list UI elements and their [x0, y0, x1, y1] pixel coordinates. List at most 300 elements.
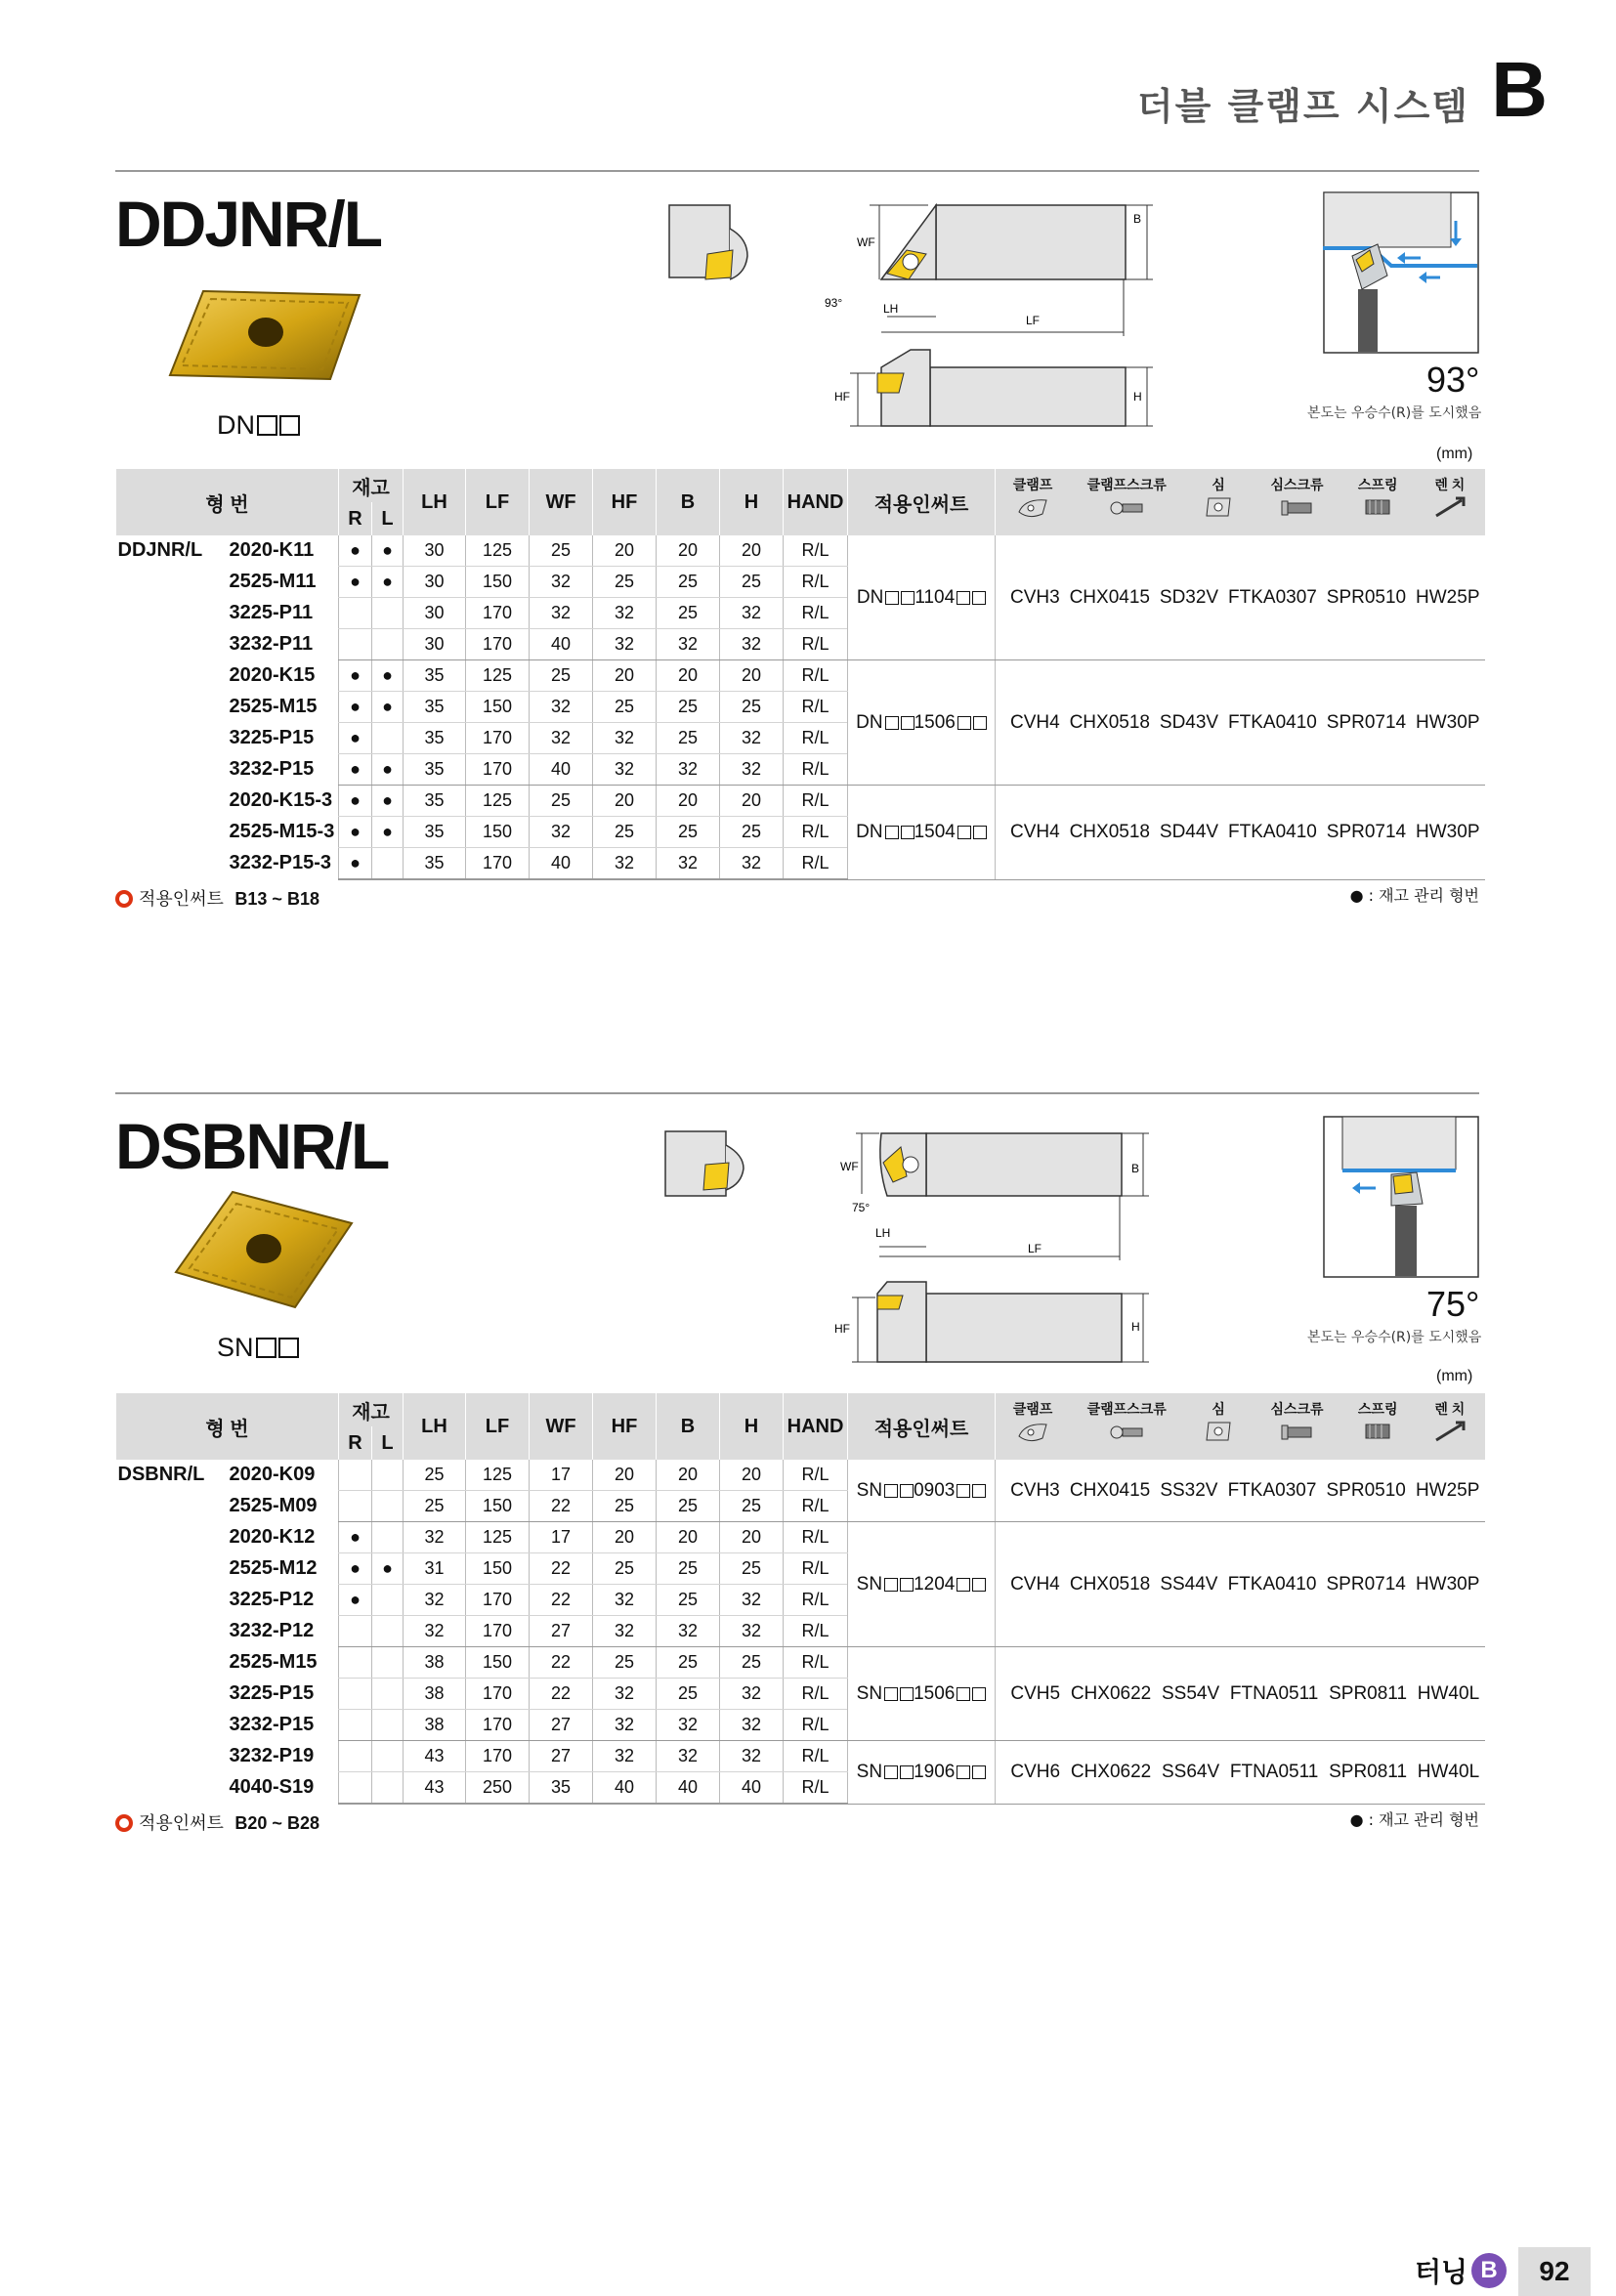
cell-h: 25 [720, 567, 784, 598]
cell-b: 32 [657, 848, 720, 880]
cell-lh: 43 [404, 1741, 466, 1772]
model-number: 2020-K15-3 [229, 788, 333, 811]
cell-h: 20 [720, 535, 784, 567]
angle-label: 93° [825, 296, 843, 310]
cell-hand: R/L [784, 1585, 848, 1616]
model-cell [116, 817, 339, 847]
cell-wf: 40 [530, 754, 593, 786]
cell-hf: 20 [593, 660, 657, 692]
stock-l-cell: ● [372, 1553, 404, 1585]
model-cell [116, 1522, 339, 1552]
stock-l-cell [372, 848, 404, 880]
cell-wf: 17 [530, 1460, 593, 1491]
cell-lf: 170 [466, 723, 530, 754]
stock-l-cell: ● [372, 660, 404, 692]
section-letter: B [1491, 46, 1548, 133]
stock-l-cell [372, 1772, 404, 1805]
cell-h: 32 [720, 1741, 784, 1772]
stock-r-cell [339, 1616, 372, 1647]
cell-wf: 22 [530, 1553, 593, 1585]
model-cell [116, 1710, 339, 1740]
model-cell [116, 1647, 339, 1678]
angle-label: 75° [852, 1201, 871, 1214]
part-header-label: 클램프 [1012, 1401, 1053, 1417]
stock-l-cell [372, 598, 404, 629]
cell-b: 40 [657, 1772, 720, 1805]
cell-b: 25 [657, 1679, 720, 1710]
cell-h: 32 [720, 723, 784, 754]
cell-h: 40 [720, 1772, 784, 1805]
cell-lf: 170 [466, 1585, 530, 1616]
stock-r-cell: ● [339, 535, 372, 567]
part-header-label: 심스크류 [1270, 1401, 1324, 1417]
parts-cell [996, 1741, 1485, 1805]
col-header-parts [996, 469, 1485, 535]
cell-h: 32 [720, 598, 784, 629]
cell-lh: 35 [404, 754, 466, 786]
model-number: 2525-M15 [229, 1650, 318, 1673]
part-number: FTNA0511 [1229, 1761, 1319, 1782]
clamp-icon [1013, 494, 1053, 526]
cell-hand: R/L [784, 1710, 848, 1741]
cell-lf: 170 [466, 754, 530, 786]
cell-lh: 38 [404, 1647, 466, 1679]
cell-lh: 30 [404, 535, 466, 567]
cell-hand: R/L [784, 1491, 848, 1522]
model-cell [116, 1679, 339, 1709]
col-header-h: H [720, 1393, 784, 1460]
cell-lh: 30 [404, 629, 466, 660]
insert-reference: 적용인써트 B20 ~ B28 [115, 1809, 319, 1835]
model-cell [116, 629, 339, 659]
cell-b: 20 [657, 1522, 720, 1553]
part-header [1432, 1393, 1467, 1450]
angle-note: 본도는 우승수(R)를 도시했음 [1307, 1330, 1482, 1345]
cell-hand: R/L [784, 786, 848, 817]
cell-hand: R/L [784, 817, 848, 848]
cell-lf: 150 [466, 1647, 530, 1679]
insert-cell: SN 0903 [848, 1460, 996, 1522]
parts-cell [996, 535, 1485, 660]
insert-image-rhombic [164, 281, 369, 389]
cell-b: 25 [657, 723, 720, 754]
cell-hand: R/L [784, 567, 848, 598]
cell-wf: 22 [530, 1679, 593, 1710]
stock-r-cell: ● [339, 1553, 372, 1585]
cell-lf: 150 [466, 567, 530, 598]
spring-icon [1358, 1419, 1398, 1450]
table-row [116, 786, 1485, 817]
cell-h: 32 [720, 1585, 784, 1616]
part-number: HW30P [1415, 1573, 1480, 1594]
part-header-label: 심스크류 [1270, 477, 1324, 492]
cell-lf: 125 [466, 1522, 530, 1553]
insert-cell: SN 1506 [848, 1647, 996, 1741]
model-cell [116, 1460, 339, 1490]
cell-h: 32 [720, 1616, 784, 1647]
insert-cell: SN 1204 [848, 1522, 996, 1647]
part-number: SPR0714 [1326, 1573, 1406, 1594]
dim-label-lh: LH [875, 1226, 891, 1240]
cell-lh: 30 [404, 567, 466, 598]
cell-hf: 25 [593, 567, 657, 598]
insert-code: DN [217, 410, 300, 441]
cell-hand: R/L [784, 535, 848, 567]
model-number: 2020-K12 [229, 1525, 316, 1548]
cell-h: 32 [720, 629, 784, 660]
part-number: CVH4 [1010, 1573, 1060, 1594]
cell-wf: 25 [530, 786, 593, 817]
model-number: 3225-P12 [229, 1588, 315, 1610]
col-header-lh: LH [404, 469, 466, 535]
model-number: 2525-M15 [229, 695, 318, 717]
part-header [1358, 469, 1398, 526]
col-header-hand: HAND [784, 469, 848, 535]
insert-cell: DN 1506 [848, 660, 996, 786]
table-row [116, 1647, 1485, 1679]
part-number: SPR0811 [1329, 1682, 1408, 1704]
col-header-l: L [372, 502, 404, 535]
stock-r-cell [339, 1491, 372, 1522]
stock-r-cell [339, 1460, 372, 1491]
stock-l-cell: ● [372, 567, 404, 598]
part-header [1013, 1393, 1053, 1450]
part-header-label: 렌 치 [1434, 477, 1466, 492]
part-number: SS44V [1160, 1573, 1218, 1594]
cell-hand: R/L [784, 1679, 848, 1710]
part-header-label: 클램프스크류 [1086, 1401, 1167, 1417]
cell-hf: 32 [593, 1741, 657, 1772]
part-header [1270, 1393, 1323, 1450]
cell-hand: R/L [784, 1522, 848, 1553]
cell-b: 25 [657, 598, 720, 629]
stock-l-cell: ● [372, 692, 404, 723]
model-number: 2020-K11 [229, 539, 315, 561]
unit-label: (mm) [1436, 1368, 1473, 1384]
part-number: CVH3 [1010, 1479, 1060, 1501]
cell-b: 20 [657, 660, 720, 692]
cell-hf: 25 [593, 692, 657, 723]
part-header [1270, 469, 1323, 526]
cell-b: 32 [657, 1741, 720, 1772]
part-number: CHX0518 [1069, 1573, 1151, 1594]
tool-dimension-diagram [664, 191, 1260, 444]
cell-b: 32 [657, 1710, 720, 1741]
cell-lf: 250 [466, 1772, 530, 1805]
parts-cell [996, 1647, 1485, 1741]
cell-hand: R/L [784, 660, 848, 692]
cell-hf: 25 [593, 817, 657, 848]
cell-hand: R/L [784, 1616, 848, 1647]
cell-wf: 25 [530, 535, 593, 567]
cell-lf: 170 [466, 1679, 530, 1710]
part-header-label: 스프링 [1357, 477, 1398, 492]
cell-h: 20 [720, 1460, 784, 1491]
part-number: HW40L [1417, 1761, 1480, 1782]
stock-r-cell: ● [339, 723, 372, 754]
part-number: CVH3 [1009, 586, 1060, 608]
cell-wf: 27 [530, 1710, 593, 1741]
cell-h: 20 [720, 1522, 784, 1553]
cell-lh: 43 [404, 1772, 466, 1805]
col-header-model: 형 번 [116, 1393, 339, 1460]
wrench-icon [1432, 494, 1467, 526]
part-number: CVH6 [1010, 1761, 1061, 1782]
col-header-lh: LH [404, 1393, 466, 1460]
cell-lh: 35 [404, 817, 466, 848]
stock-r-cell [339, 1679, 372, 1710]
table-row [116, 1522, 1485, 1553]
part-header [1087, 1393, 1167, 1450]
cell-lh: 35 [404, 692, 466, 723]
cell-lf: 170 [466, 1741, 530, 1772]
part-number: HW30P [1416, 821, 1480, 842]
part-number: SD32V [1159, 586, 1219, 608]
model-number: 3232-P15 [229, 757, 315, 780]
parts-cell [996, 1460, 1485, 1522]
clamp-screw-icon [1087, 494, 1167, 526]
model-number: 2525-M12 [229, 1556, 318, 1579]
cell-lh: 38 [404, 1679, 466, 1710]
cell-hand: R/L [784, 1772, 848, 1805]
cell-hf: 20 [593, 1522, 657, 1553]
table-row [116, 1460, 1485, 1491]
cell-hf: 32 [593, 629, 657, 660]
cell-lh: 35 [404, 723, 466, 754]
dim-label-b: B [1131, 1162, 1140, 1175]
cell-h: 32 [720, 1710, 784, 1741]
cell-lh: 35 [404, 660, 466, 692]
stock-l-cell: ● [372, 817, 404, 848]
series-name: DDJNR/L [117, 539, 203, 561]
cell-h: 25 [720, 817, 784, 848]
insert-cell: SN 1906 [848, 1741, 996, 1805]
approach-angle: 75° [1426, 1284, 1480, 1324]
stock-l-cell [372, 1741, 404, 1772]
model-cell [116, 1585, 339, 1615]
part-header-label: 클램프 [1012, 477, 1053, 492]
cell-lf: 170 [466, 1616, 530, 1647]
model-number: 4040-S19 [229, 1775, 315, 1798]
model-number: 3232-P12 [229, 1619, 315, 1641]
cell-wf: 40 [530, 848, 593, 880]
cell-h: 25 [720, 1553, 784, 1585]
col-header-parts [996, 1393, 1485, 1460]
cell-hand: R/L [784, 629, 848, 660]
cell-b: 25 [657, 1585, 720, 1616]
part-number: CHX0415 [1069, 1479, 1151, 1501]
stock-r-cell: ● [339, 567, 372, 598]
cell-b: 25 [657, 1553, 720, 1585]
cell-h: 25 [720, 692, 784, 723]
shim-screw-icon [1270, 1419, 1323, 1450]
dim-label-wf: WF [857, 235, 875, 249]
cell-lh: 25 [404, 1460, 466, 1491]
col-header-insert: 적용인써트 [848, 1393, 996, 1460]
cell-hf: 20 [593, 1460, 657, 1491]
cell-hand: R/L [784, 723, 848, 754]
part-header-label: 심 [1212, 1401, 1225, 1417]
part-number: SD43V [1159, 711, 1219, 733]
shim-icon [1201, 494, 1236, 526]
cell-lh: 32 [404, 1616, 466, 1647]
table-row [116, 535, 1485, 567]
cell-hf: 20 [593, 786, 657, 817]
col-header-hf: HF [593, 469, 657, 535]
model-title: DSBNR/L [115, 1110, 389, 1182]
dim-label-lf: LF [1026, 314, 1041, 327]
cell-b: 20 [657, 1460, 720, 1491]
cell-b: 20 [657, 535, 720, 567]
dim-label-lf: LF [1028, 1242, 1042, 1255]
section-divider [115, 1092, 1479, 1094]
tool-dimension-diagram [660, 1127, 1260, 1370]
model-number: 2020-K09 [229, 1464, 316, 1485]
part-header [1201, 469, 1236, 526]
cell-b: 25 [657, 692, 720, 723]
insert-cell: DN 1104 [848, 535, 996, 660]
model-number: 3225-P11 [229, 601, 314, 623]
cell-wf: 32 [530, 567, 593, 598]
cell-lh: 35 [404, 848, 466, 880]
part-header [1201, 1393, 1236, 1450]
unit-label: (mm) [1436, 446, 1473, 462]
model-cell [116, 1616, 339, 1646]
dim-label-h: H [1131, 1320, 1140, 1334]
part-number: SS32V [1160, 1479, 1218, 1501]
cell-hf: 32 [593, 1616, 657, 1647]
cell-hand: R/L [784, 1741, 848, 1772]
part-number: CHX0518 [1069, 711, 1150, 733]
part-number: CHX0415 [1069, 586, 1150, 608]
stock-l-cell [372, 1460, 404, 1491]
part-number: FTKA0410 [1227, 1573, 1317, 1594]
stock-l-cell: ● [372, 786, 404, 817]
stock-r-cell: ● [339, 1585, 372, 1616]
cell-hand: R/L [784, 1647, 848, 1679]
part-number: SPR0714 [1326, 821, 1407, 842]
part-number: HW40L [1417, 1682, 1480, 1704]
part-number: SS54V [1161, 1682, 1220, 1704]
stock-r-cell: ● [339, 660, 372, 692]
stock-r-cell [339, 1647, 372, 1679]
part-number: SPR0811 [1329, 1761, 1408, 1782]
cell-b: 32 [657, 754, 720, 786]
cell-hf: 32 [593, 1585, 657, 1616]
part-header [1432, 469, 1467, 526]
part-number: SPR0510 [1326, 1479, 1406, 1501]
col-header-b: B [657, 1393, 720, 1460]
col-header-r: R [339, 1426, 372, 1460]
cell-hand: R/L [784, 598, 848, 629]
dim-label-wf: WF [840, 1160, 859, 1173]
spec-table [115, 469, 1485, 880]
parts-cell [996, 786, 1485, 880]
stock-legend: ● : 재고 관리 형번 [1349, 886, 1479, 905]
model-number: 3232-P19 [229, 1744, 315, 1766]
col-header-wf: WF [530, 469, 593, 535]
col-header-hf: HF [593, 1393, 657, 1460]
parts-cell [996, 660, 1485, 786]
cell-b: 20 [657, 786, 720, 817]
cell-b: 25 [657, 1647, 720, 1679]
part-header [1087, 469, 1167, 526]
angle-note: 본도는 우승수(R)를 도시했음 [1307, 405, 1482, 421]
part-number: CVH4 [1009, 821, 1060, 842]
part-header-label: 심 [1212, 477, 1225, 492]
footer-badge: B [1471, 2253, 1507, 2288]
cell-hand: R/L [784, 754, 848, 786]
col-header-hand: HAND [784, 1393, 848, 1460]
stock-l-cell: ● [372, 754, 404, 786]
part-number: FTKA0307 [1227, 1479, 1317, 1501]
model-number: 2020-K15 [229, 663, 316, 686]
cell-hf: 25 [593, 1553, 657, 1585]
cell-hf: 20 [593, 535, 657, 567]
cell-wf: 40 [530, 629, 593, 660]
col-header-b: B [657, 469, 720, 535]
part-number: CHX0518 [1069, 821, 1150, 842]
part-header [1013, 469, 1053, 526]
model-number: 3232-P15-3 [229, 851, 332, 873]
col-header-stock: 재고 [339, 1393, 404, 1426]
col-header-r: R [339, 502, 372, 535]
cell-hf: 40 [593, 1772, 657, 1805]
model-cell [116, 723, 339, 753]
cell-h: 25 [720, 1491, 784, 1522]
cell-b: 25 [657, 817, 720, 848]
dim-label-h: H [1133, 390, 1142, 404]
stock-l-cell [372, 1679, 404, 1710]
cell-hf: 32 [593, 723, 657, 754]
stock-r-cell: ● [339, 817, 372, 848]
cell-lf: 125 [466, 535, 530, 567]
insert-cell: DN 1504 [848, 786, 996, 880]
cell-wf: 27 [530, 1741, 593, 1772]
stock-l-cell [372, 1710, 404, 1741]
cell-hf: 25 [593, 1647, 657, 1679]
cell-lf: 170 [466, 848, 530, 880]
col-header-wf: WF [530, 1393, 593, 1460]
shim-icon [1201, 1419, 1236, 1450]
cell-lf: 150 [466, 817, 530, 848]
clamp-icon [1013, 1419, 1053, 1450]
part-number: SPR0714 [1326, 711, 1407, 733]
cell-lh: 25 [404, 1491, 466, 1522]
cell-hf: 32 [593, 848, 657, 880]
stock-r-cell [339, 629, 372, 660]
model-cell [116, 1553, 339, 1584]
cell-h: 20 [720, 660, 784, 692]
stock-r-cell [339, 1741, 372, 1772]
table-row [116, 660, 1485, 692]
model-title: DDJNR/L [115, 188, 382, 260]
model-cell [116, 786, 339, 816]
cell-wf: 32 [530, 723, 593, 754]
cell-h: 20 [720, 786, 784, 817]
model-number: 2525-M15-3 [229, 820, 335, 842]
insert-reference: 적용인써트 B13 ~ B18 [115, 885, 319, 911]
footer-chapter: 터닝 [1415, 2256, 1468, 2288]
cell-lh: 32 [404, 1522, 466, 1553]
model-number: 2525-M11 [229, 570, 317, 592]
cell-wf: 32 [530, 692, 593, 723]
cell-h: 32 [720, 754, 784, 786]
cell-wf: 27 [530, 1616, 593, 1647]
parts-cell [996, 1522, 1485, 1647]
spec-table [115, 1393, 1485, 1805]
model-cell [116, 535, 339, 566]
